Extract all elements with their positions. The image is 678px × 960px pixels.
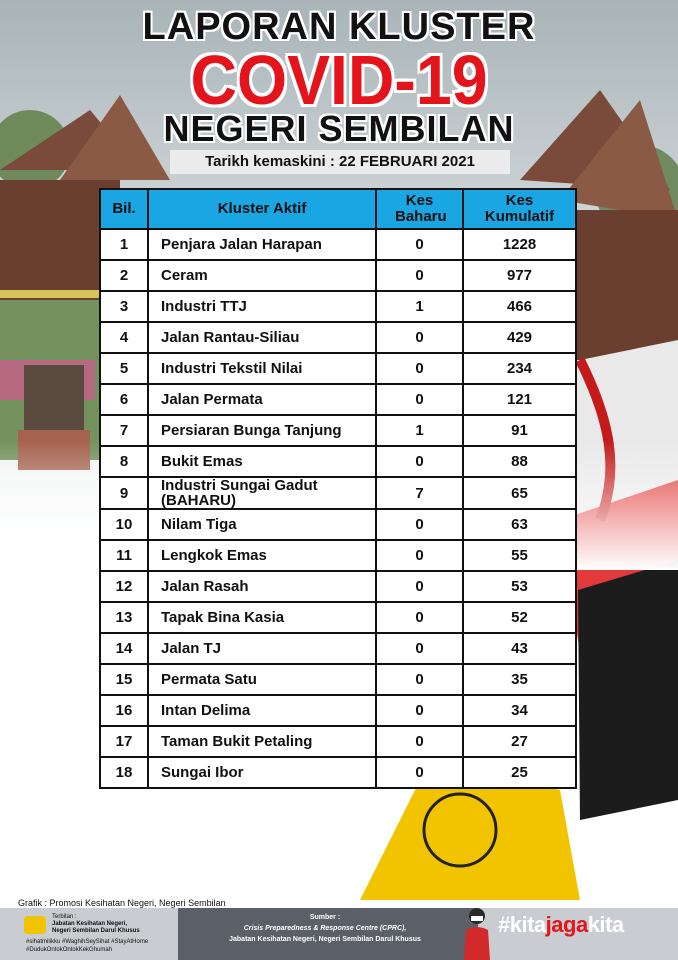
cell-new-cases: 0: [376, 633, 463, 664]
cell-cluster-name: Nilam Tiga: [148, 509, 376, 540]
source-block: [190, 912, 460, 945]
table-row: [100, 540, 576, 571]
cell-cluster-name: Ceram: [148, 260, 376, 291]
cell-cumulative-cases: 63: [463, 509, 576, 540]
cell-number: 14: [100, 633, 148, 664]
cell-new-cases: 0: [376, 509, 463, 540]
cell-new-cases: 0: [376, 540, 463, 571]
cell-cluster-name: Penjara Jalan Harapan: [148, 229, 376, 260]
cell-cumulative-cases: 34: [463, 695, 576, 726]
cell-number: 15: [100, 664, 148, 695]
cell-new-cases: 1: [376, 415, 463, 446]
cell-cumulative-cases: 121: [463, 384, 576, 415]
cell-new-cases: 0: [376, 757, 463, 788]
cell-number: 6: [100, 384, 148, 415]
cell-cumulative-cases: 53: [463, 571, 576, 602]
col-header-new-cases: Kes Baharu: [376, 189, 463, 229]
hashtag-part-b: jaga: [545, 912, 588, 937]
report-title: LAPORAN KLUSTER: [142, 6, 536, 48]
cell-number: 10: [100, 509, 148, 540]
table-row: [100, 726, 576, 757]
table-row: [100, 664, 576, 695]
hashtag-part-c: kita: [587, 912, 624, 937]
cell-number: 12: [100, 571, 148, 602]
cell-cluster-name: Jalan Permata: [148, 384, 376, 415]
cell-number: 16: [100, 695, 148, 726]
hashtags-line1: #sihatmilikku #WaghihSeySihat #StayAtHome: [26, 939, 149, 945]
state-title: NEGERI SEMBILAN: [163, 108, 515, 149]
table-body: [100, 229, 576, 788]
cell-new-cases: 0: [376, 602, 463, 633]
cell-new-cases: 0: [376, 322, 463, 353]
cell-new-cases: 1: [376, 291, 463, 322]
source-line1: Crisis Preparedness & Response Centre (CPRC),: [243, 925, 407, 932]
cell-cluster-name: Taman Bukit Petaling: [148, 726, 376, 757]
cell-new-cases: 0: [376, 229, 463, 260]
kitajagakita-hashtag: [498, 912, 624, 938]
cell-number: 4: [100, 322, 148, 353]
cell-cluster-name: Industri TTJ: [148, 291, 376, 322]
cell-new-cases: 0: [376, 384, 463, 415]
cell-cumulative-cases: 1228: [463, 229, 576, 260]
cell-cluster-name: Permata Satu: [148, 664, 376, 695]
source-line2: Jabatan Kesihatan Negeri, Negeri Sembilan Darul Khusus: [229, 936, 421, 943]
cell-cumulative-cases: 43: [463, 633, 576, 664]
ministry-block: [16, 912, 176, 958]
cell-cluster-name: Sungai Ibor: [148, 757, 376, 788]
cell-cumulative-cases: 91: [463, 415, 576, 446]
table-row: [100, 415, 576, 446]
covid-title: COVID-19: [190, 41, 488, 119]
cell-number: 2: [100, 260, 148, 291]
table-row: [100, 291, 576, 322]
cell-cluster-name: Jalan TJ: [148, 633, 376, 664]
table-header-row: [100, 189, 576, 229]
table-row: [100, 633, 576, 664]
col-header-cluster: Kluster Aktif: [148, 189, 376, 229]
cell-cluster-name: Intan Delima: [148, 695, 376, 726]
cell-cumulative-cases: 234: [463, 353, 576, 384]
graphic-credit: Grafik : Promosi Kesihatan Negeri, Negeri Sembilan: [18, 898, 226, 908]
cell-number: 5: [100, 353, 148, 384]
cell-number: 13: [100, 602, 148, 633]
cell-cumulative-cases: 52: [463, 602, 576, 633]
cell-cluster-name: Bukit Emas: [148, 446, 376, 477]
ministry-line1: Terbitan :: [52, 914, 77, 920]
table-row: [100, 446, 576, 477]
cell-cumulative-cases: 88: [463, 446, 576, 477]
ministry-crest-icon: [24, 916, 46, 934]
cell-cluster-name: Jalan Rasah: [148, 571, 376, 602]
cell-new-cases: 0: [376, 571, 463, 602]
cell-number: 8: [100, 446, 148, 477]
cell-cluster-name: Industri Tekstil Nilai: [148, 353, 376, 384]
table-row: [100, 353, 576, 384]
cell-number: 1: [100, 229, 148, 260]
cell-cumulative-cases: 25: [463, 757, 576, 788]
table-row: [100, 260, 576, 291]
cell-number: 7: [100, 415, 148, 446]
cell-cluster-name: Lengkok Emas: [148, 540, 376, 571]
source-title: Sumber :: [309, 914, 341, 921]
table-row: [100, 509, 576, 540]
hashtags: [26, 938, 186, 954]
cell-number: 17: [100, 726, 148, 757]
hashtag-part-a: #kita: [498, 912, 546, 937]
ministry-line2: Jabatan Kesihatan Negeri,: [52, 921, 128, 927]
cell-number: 11: [100, 540, 148, 571]
cell-cluster-name: Persiaran Bunga Tanjung: [148, 415, 376, 446]
cell-cumulative-cases: 27: [463, 726, 576, 757]
col-header-cumulative: Kes Kumulatif: [463, 189, 576, 229]
cell-new-cases: 0: [376, 446, 463, 477]
cell-cumulative-cases: 55: [463, 540, 576, 571]
table-row: [100, 571, 576, 602]
cell-cumulative-cases: 35: [463, 664, 576, 695]
table-row: [100, 695, 576, 726]
person-with-mask-icon: [462, 904, 492, 960]
table-row: [100, 477, 576, 509]
update-date: Tarikh kemaskini : 22 FEBRUARI 2021: [170, 150, 510, 174]
table-row: [100, 229, 576, 260]
cell-new-cases: 7: [376, 477, 463, 509]
cell-cumulative-cases: 65: [463, 477, 576, 509]
cell-new-cases: 0: [376, 664, 463, 695]
cell-cumulative-cases: 466: [463, 291, 576, 322]
cell-new-cases: 0: [376, 726, 463, 757]
cell-number: 9: [100, 477, 148, 509]
cell-new-cases: 0: [376, 353, 463, 384]
cell-cluster-name: Tapak Bina Kasia: [148, 602, 376, 633]
table-row: [100, 384, 576, 415]
cell-new-cases: 0: [376, 260, 463, 291]
ministry-text: [52, 914, 162, 935]
cell-cumulative-cases: 977: [463, 260, 576, 291]
cell-cluster-name: Jalan Rantau-Siliau: [148, 322, 376, 353]
cell-number: 3: [100, 291, 148, 322]
cell-number: 18: [100, 757, 148, 788]
table-row: [100, 757, 576, 788]
ministry-line3: Negeri Sembilan Darul Khusus: [52, 928, 140, 934]
table-row: [100, 602, 576, 633]
cluster-table: [99, 188, 577, 789]
hashtags-line2: #DudukOntokOntokKekGhumah: [26, 947, 113, 953]
cell-cluster-name: Industri Sungai Gadut (BAHARU): [148, 477, 376, 509]
cell-cumulative-cases: 429: [463, 322, 576, 353]
col-header-no: Bil.: [100, 189, 148, 229]
cell-new-cases: 0: [376, 695, 463, 726]
table-row: [100, 322, 576, 353]
